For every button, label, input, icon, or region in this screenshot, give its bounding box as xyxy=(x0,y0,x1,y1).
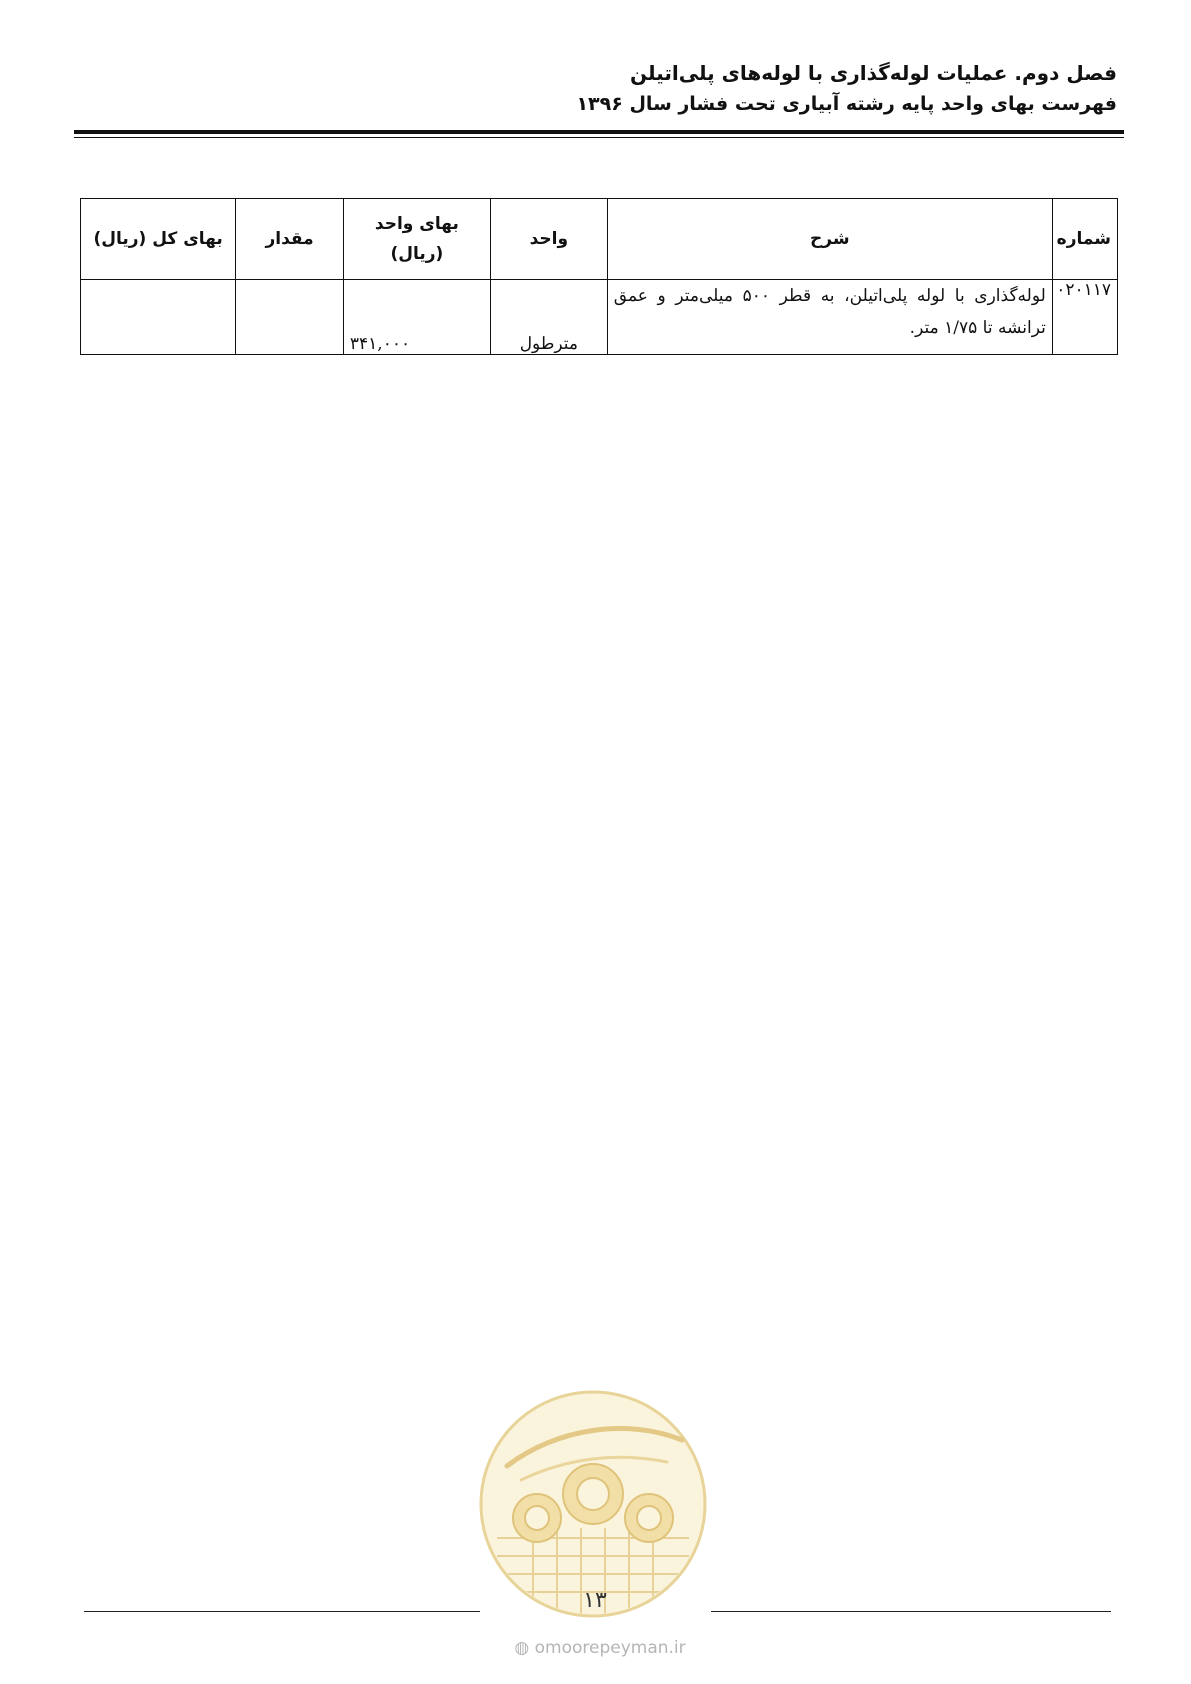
table-row xyxy=(81,280,1118,355)
watermark-url xyxy=(490,1638,710,1658)
cell-unit: مترطول xyxy=(490,280,607,355)
cell-quantity xyxy=(236,280,344,355)
page-header xyxy=(67,58,1117,118)
cell-unit-price: ۳۴۱,۰۰۰ xyxy=(343,280,490,355)
price-list-table xyxy=(80,198,1118,355)
chapter-title: فصل دوم. عملیات لوله‌گذاری با لوله‌های پلی‌اتیلن xyxy=(630,61,1117,85)
header-divider-thin xyxy=(74,137,1124,138)
cell-description: لوله‌گذاری با لوله پلی‌اتیلن، به قطر ۵۰۰ میلی‌متر و عمق ترانشه تا ۱/۷۵ متر. xyxy=(607,280,1052,355)
footer-rule-right xyxy=(711,1611,1111,1612)
cell-total-price xyxy=(81,280,236,355)
column-header-code: شماره xyxy=(1052,199,1117,280)
footer-rule-left xyxy=(84,1611,480,1612)
column-header-total-price: بهای کل (ریال) xyxy=(81,199,236,280)
globe-icon: ◍ xyxy=(514,1638,530,1658)
table-header-row xyxy=(81,199,1118,280)
cell-code: ۰۲۰۱۱۷ xyxy=(1052,280,1117,355)
column-header-description: شرح xyxy=(607,199,1052,280)
column-header-unit-price: بهای واحد (ریال) xyxy=(343,199,490,280)
omoorepeyman-logo-icon xyxy=(477,1388,709,1620)
document-subtitle: فهرست بهای واحد پایه رشته آبیاری تحت فشار سال ۱۳۹۶ xyxy=(576,93,1117,115)
column-header-quantity: مقدار xyxy=(236,199,344,280)
column-header-unit: واحد xyxy=(490,199,607,280)
page-number: ۱۳ xyxy=(583,1588,607,1613)
watermark-text: omoorepeyman.ir xyxy=(534,1638,686,1658)
header-divider-thick xyxy=(74,130,1124,134)
